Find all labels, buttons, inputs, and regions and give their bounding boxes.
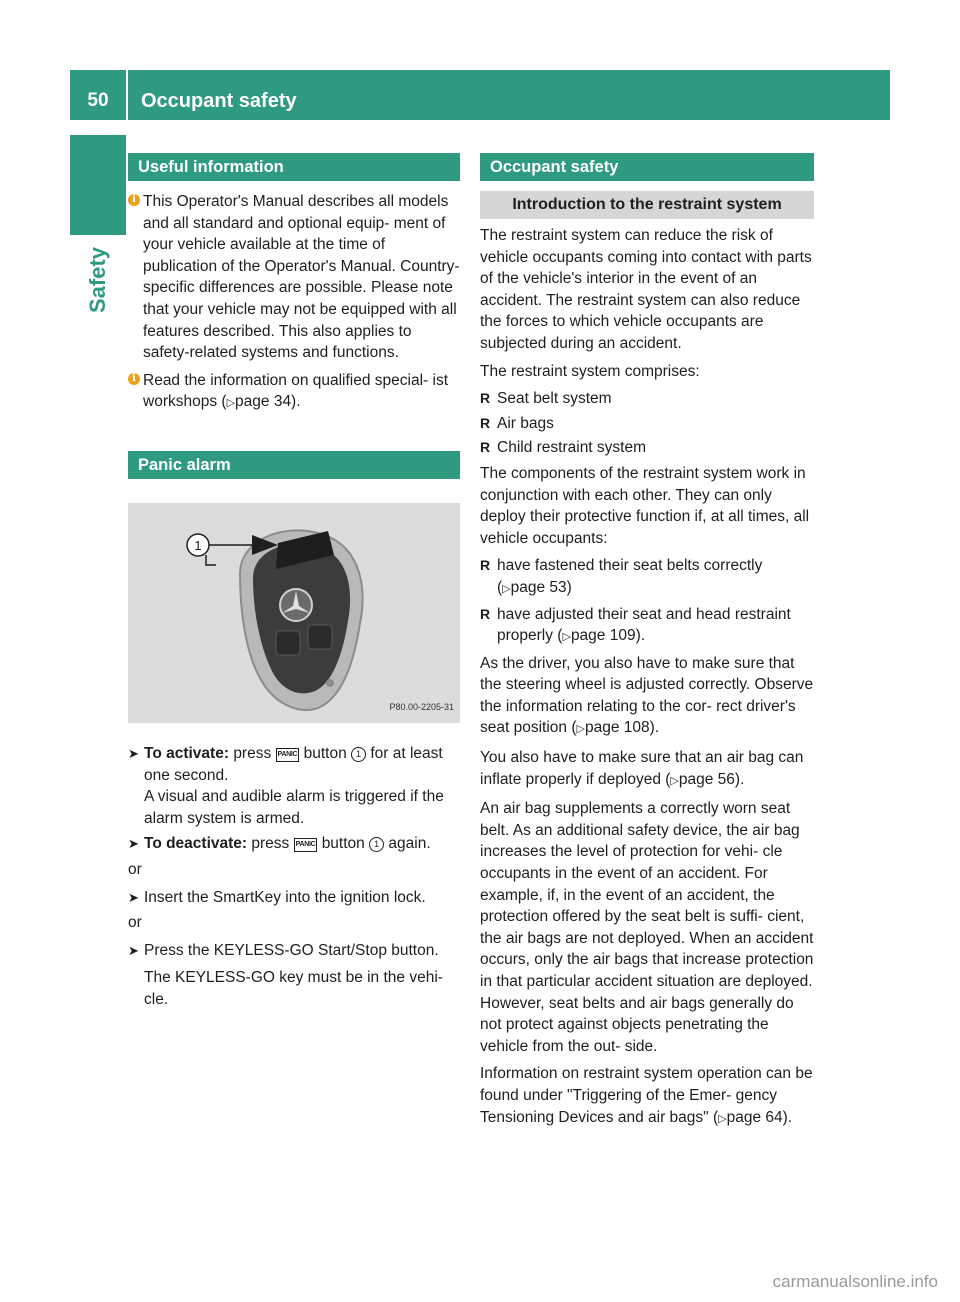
page-ref-link[interactable]: page 56). [678, 770, 745, 788]
paragraph: The restraint system comprises: [480, 362, 700, 380]
or-separator: or [128, 914, 142, 932]
paragraph: Information on restraint system operation can be found under "Triggering of the Emer- gency Tensioning Devices and air bags" (▷page 64). [480, 1065, 813, 1126]
step-insert-smartkey: ➤ Insert the SmartKey into the ignition lock. [128, 887, 460, 909]
useful-information-heading: Useful information [128, 153, 460, 181]
page-ref-link[interactable]: page 53) [510, 578, 572, 596]
header-divider [126, 70, 128, 120]
watermark: carmanualsonline.info [772, 1272, 938, 1291]
step-arrow-icon: ➤ [128, 836, 139, 852]
side-section-label: Safety [85, 246, 110, 314]
info-note-text: Read the information on qualified special- ist workshops ( [143, 371, 449, 411]
components-list [480, 388, 814, 459]
page-ref-link[interactable]: page 34). [235, 393, 301, 411]
figure-code: P80.00-2205-31 [389, 702, 454, 713]
bullet-icon: R [480, 414, 491, 431]
paragraph: You also have to make sure that an air bag can inflate properly if deployed (▷page 56). [480, 749, 804, 788]
step-arrow-icon: ➤ [128, 942, 139, 958]
step-lead: To deactivate: [144, 835, 248, 853]
panic-alarm-heading: Panic alarm [128, 451, 460, 479]
page-number: 50 [87, 90, 109, 111]
page-ref-arrow-icon: ▷ [576, 723, 585, 736]
page-ref-link[interactable]: page 108). [584, 719, 660, 737]
paragraph: The restraint system can reduce the risk of vehicle occupants coming into contact with parts of the vehicle's interior in the event of an accident. The restraint system can also reduce the forces to which vehicle occupants are subjected during an accident. [480, 227, 812, 352]
right-column [480, 153, 814, 1136]
paragraph: The components of the restraint system work in conjunction with each other. They can only deploy their protective function if, at all times, all vehicle occupants: [480, 464, 810, 547]
step-activate: ➤ To activate: press PANIC button 1 for at least one second. A visual and audible alarm is triggered if the alarm system is armed. [128, 744, 444, 827]
callout-1-icon: 1 [369, 837, 384, 852]
info-icon: i [128, 373, 140, 385]
info-icon: i [128, 194, 140, 206]
step-deactivate: ➤ To deactivate: press PANIC button 1 again. [128, 833, 460, 855]
paragraph: As the driver, you also have to make sure that the steering wheel is adjusted correctly. Observe the information relating to the cor- rect driver's seat position (▷page 108). [480, 654, 814, 737]
list-item: R Air bags [480, 413, 814, 435]
callout-1-icon: 1 [351, 747, 366, 762]
page-ref-arrow-icon: ▷ [718, 1112, 727, 1125]
or-separator: or [128, 860, 142, 878]
list-item: R have adjusted their seat and head restraint properly (▷page 109). [480, 605, 791, 645]
smartkey-illustration [128, 503, 460, 723]
occupant-safety-heading: Occupant safety [480, 153, 814, 181]
page-ref-link[interactable]: page 64). [726, 1108, 793, 1126]
step-arrow-icon: ➤ [128, 745, 139, 761]
info-note-operators-manual [128, 191, 460, 364]
bullet-icon: R [480, 557, 491, 574]
page-ref-link[interactable]: page 109). [570, 627, 646, 645]
page-ref-arrow-icon: ▷ [562, 631, 571, 644]
step-note: A visual and audible alarm is triggered if the alarm system is armed. [144, 788, 444, 827]
page-ref-arrow-icon: ▷ [226, 397, 236, 410]
side-tab-marker [70, 135, 126, 235]
info-note-workshops [128, 370, 460, 415]
page-ref-arrow-icon: ▷ [670, 774, 679, 787]
step-lead: To activate: [144, 744, 229, 762]
list-item: R have fastened their seat belts correctly (▷page 53) [480, 557, 763, 596]
step-press-keyless-go: ➤ Press the KEYLESS-GO Start/Stop button. The KEYLESS-GO key must be in the vehi- cle. [128, 940, 460, 1011]
header-title: Occupant safety [141, 90, 297, 112]
paragraph: An air bag supplements a correctly worn seat belt. As an additional safety device, the air bag increases the level of protection for vehi- cle occupants in the event of an accident. For example, if, in the event of an accident, the protection offered by the seat belt is suffi- cient, the air bags are not deployed. When an accident occurs, only the air bags that increase protection in that particular accident situation are deployed. However, seat belts and air bags generally do not protect against objects penetrating the vehicle from the out- side. [480, 800, 814, 1055]
list-item: R Child restraint system [480, 437, 814, 459]
step-note: The KEYLESS-GO key must be in the vehi- cle. [144, 969, 443, 1008]
conditions-list [480, 555, 814, 648]
page-ref-arrow-icon: ▷ [502, 582, 511, 595]
bullet-icon: R [480, 605, 491, 622]
restraint-system-heading: Introduction to the restraint system [480, 191, 814, 219]
step-arrow-icon: ➤ [128, 889, 139, 905]
info-note-text: This Operator's Manual describes all models and all standard and optional equip- ment of your vehicle available at the time of publication of the Operator's Manual. Country-specific differences are possible. Please note that your vehicle may not be equipped with all features described. This also applies to safety-related systems and functions. [143, 193, 460, 362]
left-column [128, 153, 460, 1014]
list-item: R Seat belt system [480, 388, 814, 410]
panic-button-icon: PANIC [276, 748, 300, 762]
smartkey-figure [128, 503, 460, 723]
figure-callout-label: 1 [194, 537, 202, 553]
bullet-icon: R [480, 439, 491, 456]
panic-button-icon: PANIC [294, 838, 318, 852]
bullet-icon: R [480, 390, 491, 407]
